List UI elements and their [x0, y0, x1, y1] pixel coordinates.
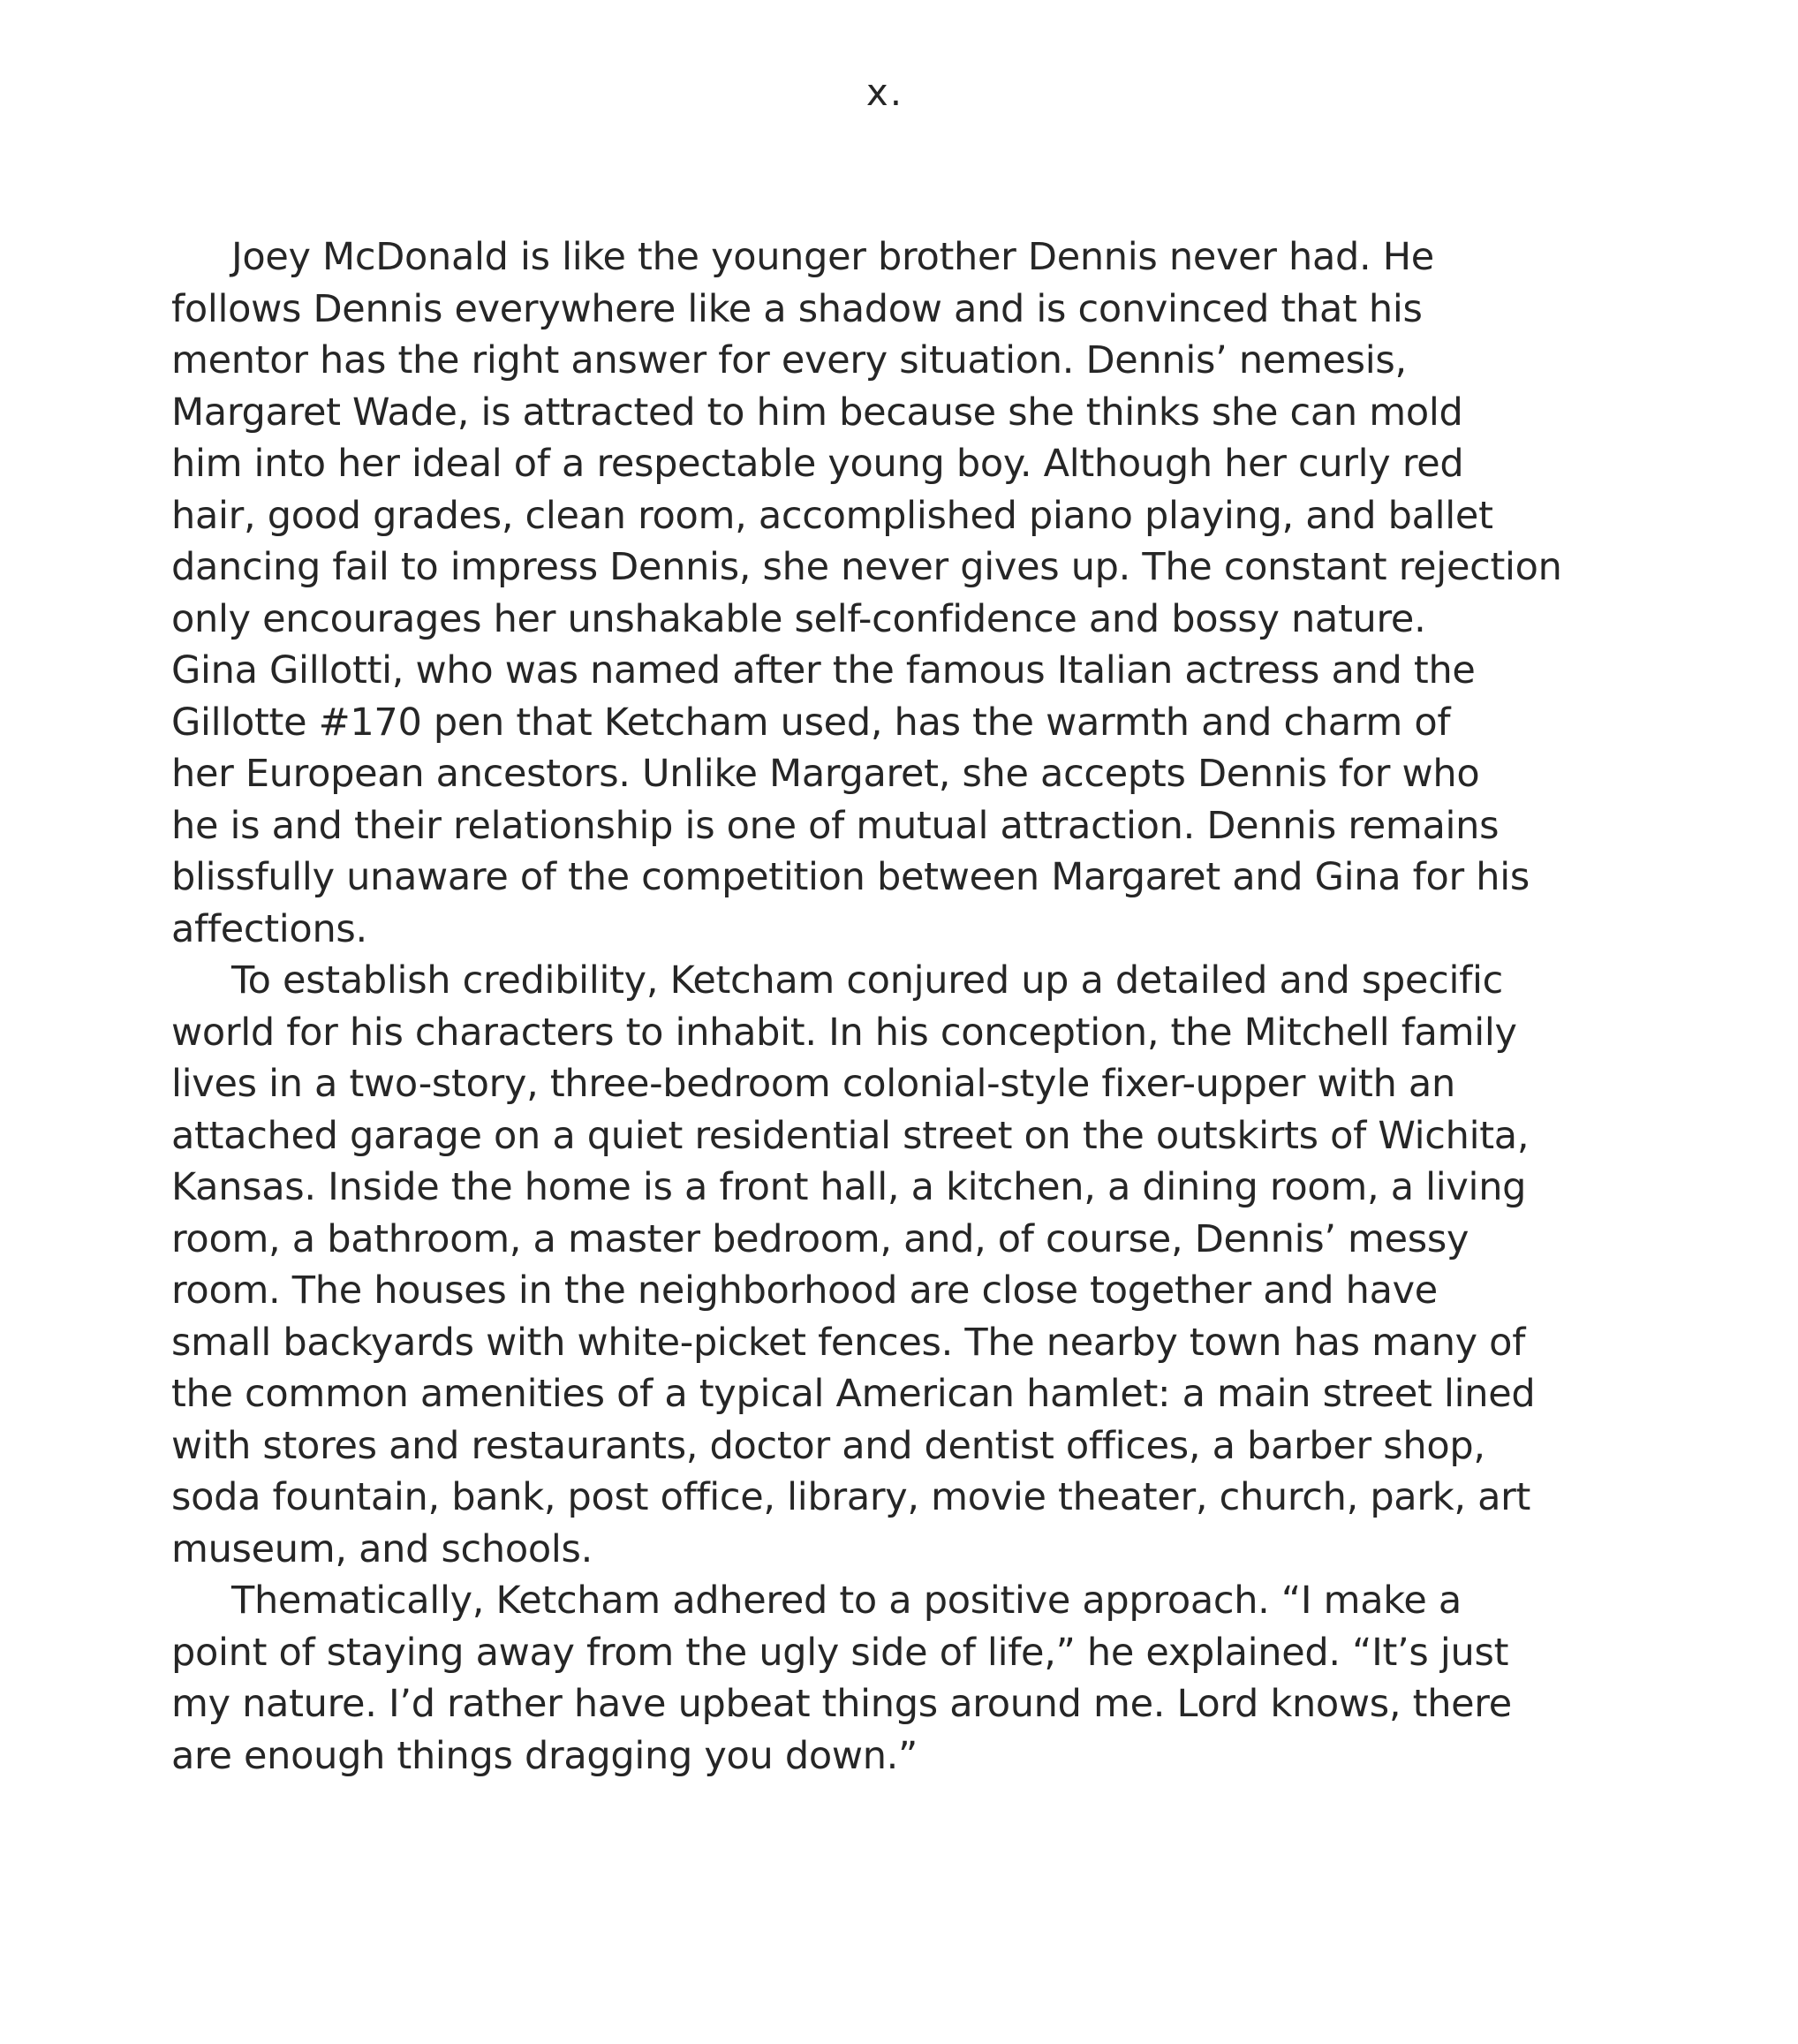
- text-line: affections.: [171, 906, 367, 951]
- text-line: he is and their relationship is one of mutual attraction. Dennis remains: [171, 803, 1500, 848]
- text-line: Gina Gillotti, who was named after the famous Italian actress and the: [171, 648, 1476, 693]
- text-line: hair, good grades, clean room, accomplished piano playing, and ballet: [171, 493, 1493, 538]
- text-line: To establish credibility, Ketcham conjured up a detailed and specific: [231, 958, 1503, 1003]
- text-line: point of staying away from the ugly side of life,” he explained. “It’s just: [171, 1630, 1509, 1675]
- text-line: attached garage on a quiet residential street on the outskirts of Wichita,: [171, 1113, 1530, 1158]
- text-line: small backyards with white-picket fences. The nearby town has many of: [171, 1320, 1526, 1365]
- text-line: my nature. I’d rather have upbeat things around me. Lord knows, there: [171, 1682, 1512, 1726]
- text-line: lives in a two-story, three-bedroom colonial-style fixer-upper with an: [171, 1062, 1455, 1106]
- text-line: room, a bathroom, a master bedroom, and, of course, Dennis’ messy: [171, 1216, 1469, 1261]
- text-line: with stores and restaurants, doctor and dentist offices, a barber shop,: [171, 1423, 1485, 1468]
- text-line: Kansas. Inside the home is a front hall, a kitchen, a dining room, a living: [171, 1165, 1527, 1209]
- text-line: dancing fail to impress Dennis, she never gives up. The constant rejection: [171, 545, 1562, 589]
- text-line: Joey McDonald is like the younger brother Dennis never had. He: [231, 235, 1434, 279]
- text-line: Gillotte #170 pen that Ketcham used, has the warmth and charm of: [171, 700, 1451, 745]
- text-line: world for his characters to inhabit. In his conception, the Mitchell family: [171, 1010, 1517, 1055]
- text-line: blissfully unaware of the competition between Margaret and Gina for his: [171, 855, 1530, 899]
- page-number: x.: [865, 71, 904, 114]
- text-line: museum, and schools.: [171, 1526, 593, 1571]
- text-line: room. The houses in the neighborhood are close together and have: [171, 1268, 1438, 1313]
- text-line: him into her ideal of a respectable young boy. Although her curly red: [171, 442, 1464, 486]
- text-line: Thematically, Ketcham adhered to a positive approach. “I make a: [231, 1578, 1462, 1623]
- text-line: her European ancestors. Unlike Margaret, she accepts Dennis for who: [171, 752, 1480, 796]
- body-text: [171, 231, 1562, 1782]
- text-line: mentor has the right answer for every situation. Dennis’ nemesis,: [171, 338, 1407, 382]
- text-line: are enough things dragging you down.”: [171, 1733, 918, 1778]
- text-line: follows Dennis everywhere like a shadow and is convinced that his: [171, 286, 1423, 331]
- text-line: Margaret Wade, is attracted to him because she thinks she can mold: [171, 390, 1463, 435]
- text-line: soda fountain, bank, post office, library, movie theater, church, park, art: [171, 1475, 1531, 1519]
- text-line: the common amenities of a typical American hamlet: a main street lined: [171, 1372, 1536, 1416]
- text-line: only encourages her unshakable self-confidence and bossy nature.: [171, 596, 1426, 641]
